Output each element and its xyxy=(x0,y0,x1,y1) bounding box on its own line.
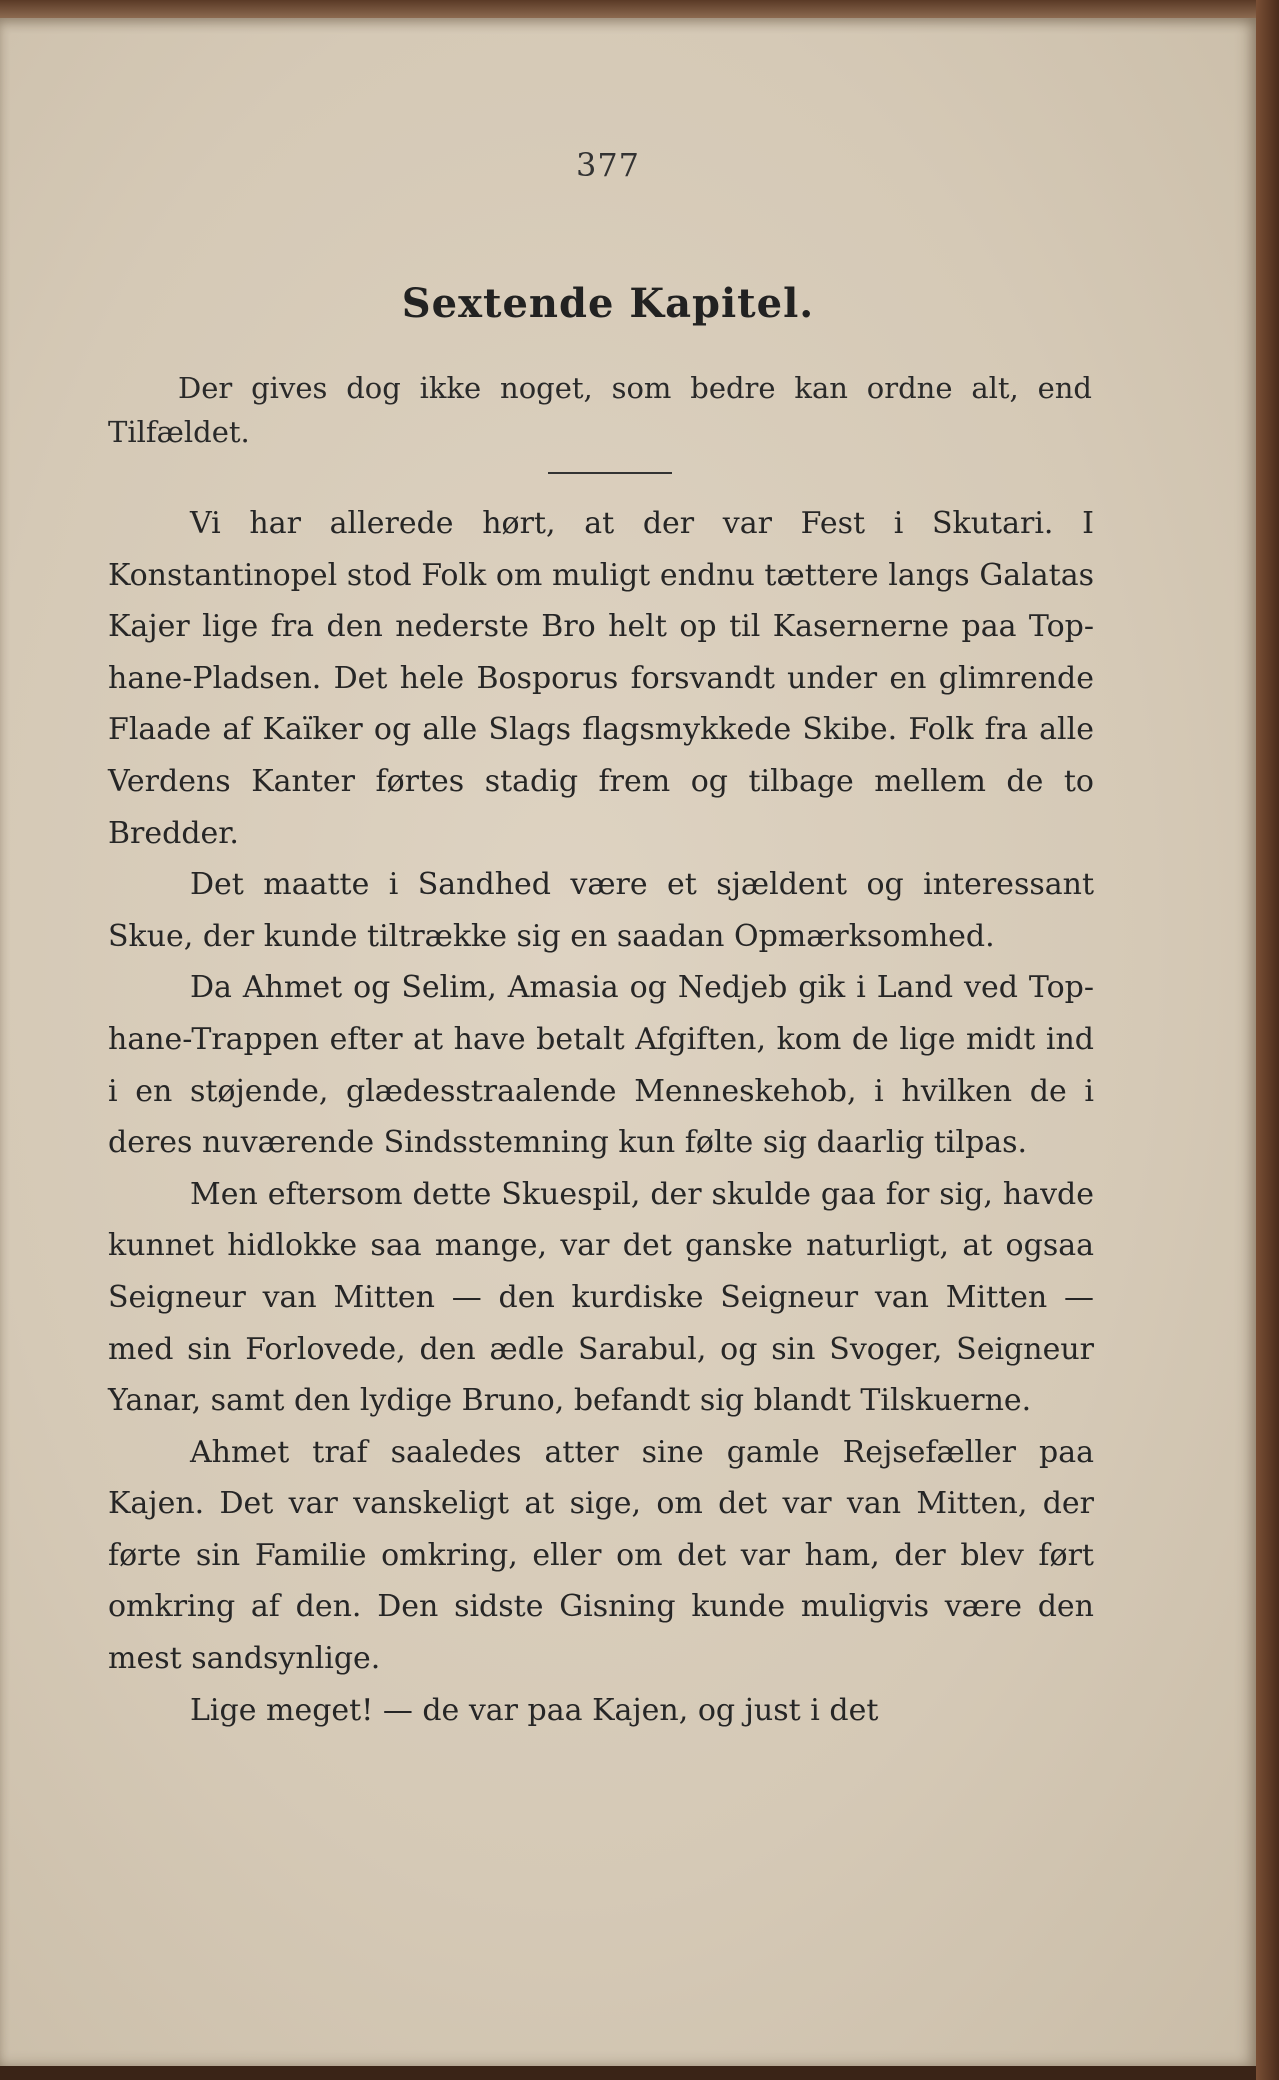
section-divider xyxy=(548,472,672,474)
chapter-epigraph: Der gives dog ikke noget, som bedre kan ordne alt, end Tilfældet. xyxy=(108,371,1092,449)
book-page xyxy=(0,18,1256,2066)
chapter-title: Sextende Kapitel. xyxy=(401,280,815,327)
body-text xyxy=(108,498,1094,1736)
paragraph: Da Ahmet og Selim, Amasia og Nedjeb gik i Land ved Top-hane-Trappen efter at have betalt Afgiften, kom de lige midt ind i en støjende, glædesstraalende Menneskehob, i hvilken de i deres nuværende Sindsstemning kun følte sig daarlig tilpas. xyxy=(108,970,1094,1161)
paragraph: Vi har allerede hørt, at der var Fest i Skutari. I Konstantinopel stod Folk om muligt endnu tættere langs Galatas Kajer lige fra den nederste Bro helt op til Kasernerne paa Top-hane-Pladsen. Det hele Bosporus forsvandt under en glimrende Flaade af Kaïker og alle Slags flagsmykkede Skibe. Folk fra alle Verdens Kanter førtes stadig frem og tilbage mellem de to Bredder. xyxy=(108,506,1094,851)
book-top-edge xyxy=(0,0,1279,18)
paragraph: Lige meget! — de var paa Kajen, og just i det xyxy=(190,1692,879,1728)
paragraph: Det maatte i Sandhed være et sjældent og interessant Skue, der kunde tiltrække sig en saadan Opmærksomhed. xyxy=(108,867,1094,954)
paragraph: Men eftersom dette Skuespil, der skulde gaa for sig, havde kunnet hidlokke saa mange, var det ganske naturligt, at ogsaa Seigneur van Mitten — den kurdiske Seigneur van Mitten — med sin Forlovede, den ædle Sarabul, og sin Svoger, Seigneur Yanar, samt den lydige Bruno, befandt sig blandt Tilskuerne. xyxy=(108,1176,1094,1419)
paragraph: Ahmet traf saaledes atter sine gamle Rejsefæller paa Kajen. Det var vanskeligt at sige, om det var van Mitten, der førte sin Familie omkring, eller om det var ham, der blev ført omkring af den. Den sidste Gisning kunde muligvis være den mest sandsynlige. xyxy=(108,1434,1094,1677)
page-number: 377 xyxy=(575,146,641,184)
book-cover-edge xyxy=(1256,0,1279,2080)
